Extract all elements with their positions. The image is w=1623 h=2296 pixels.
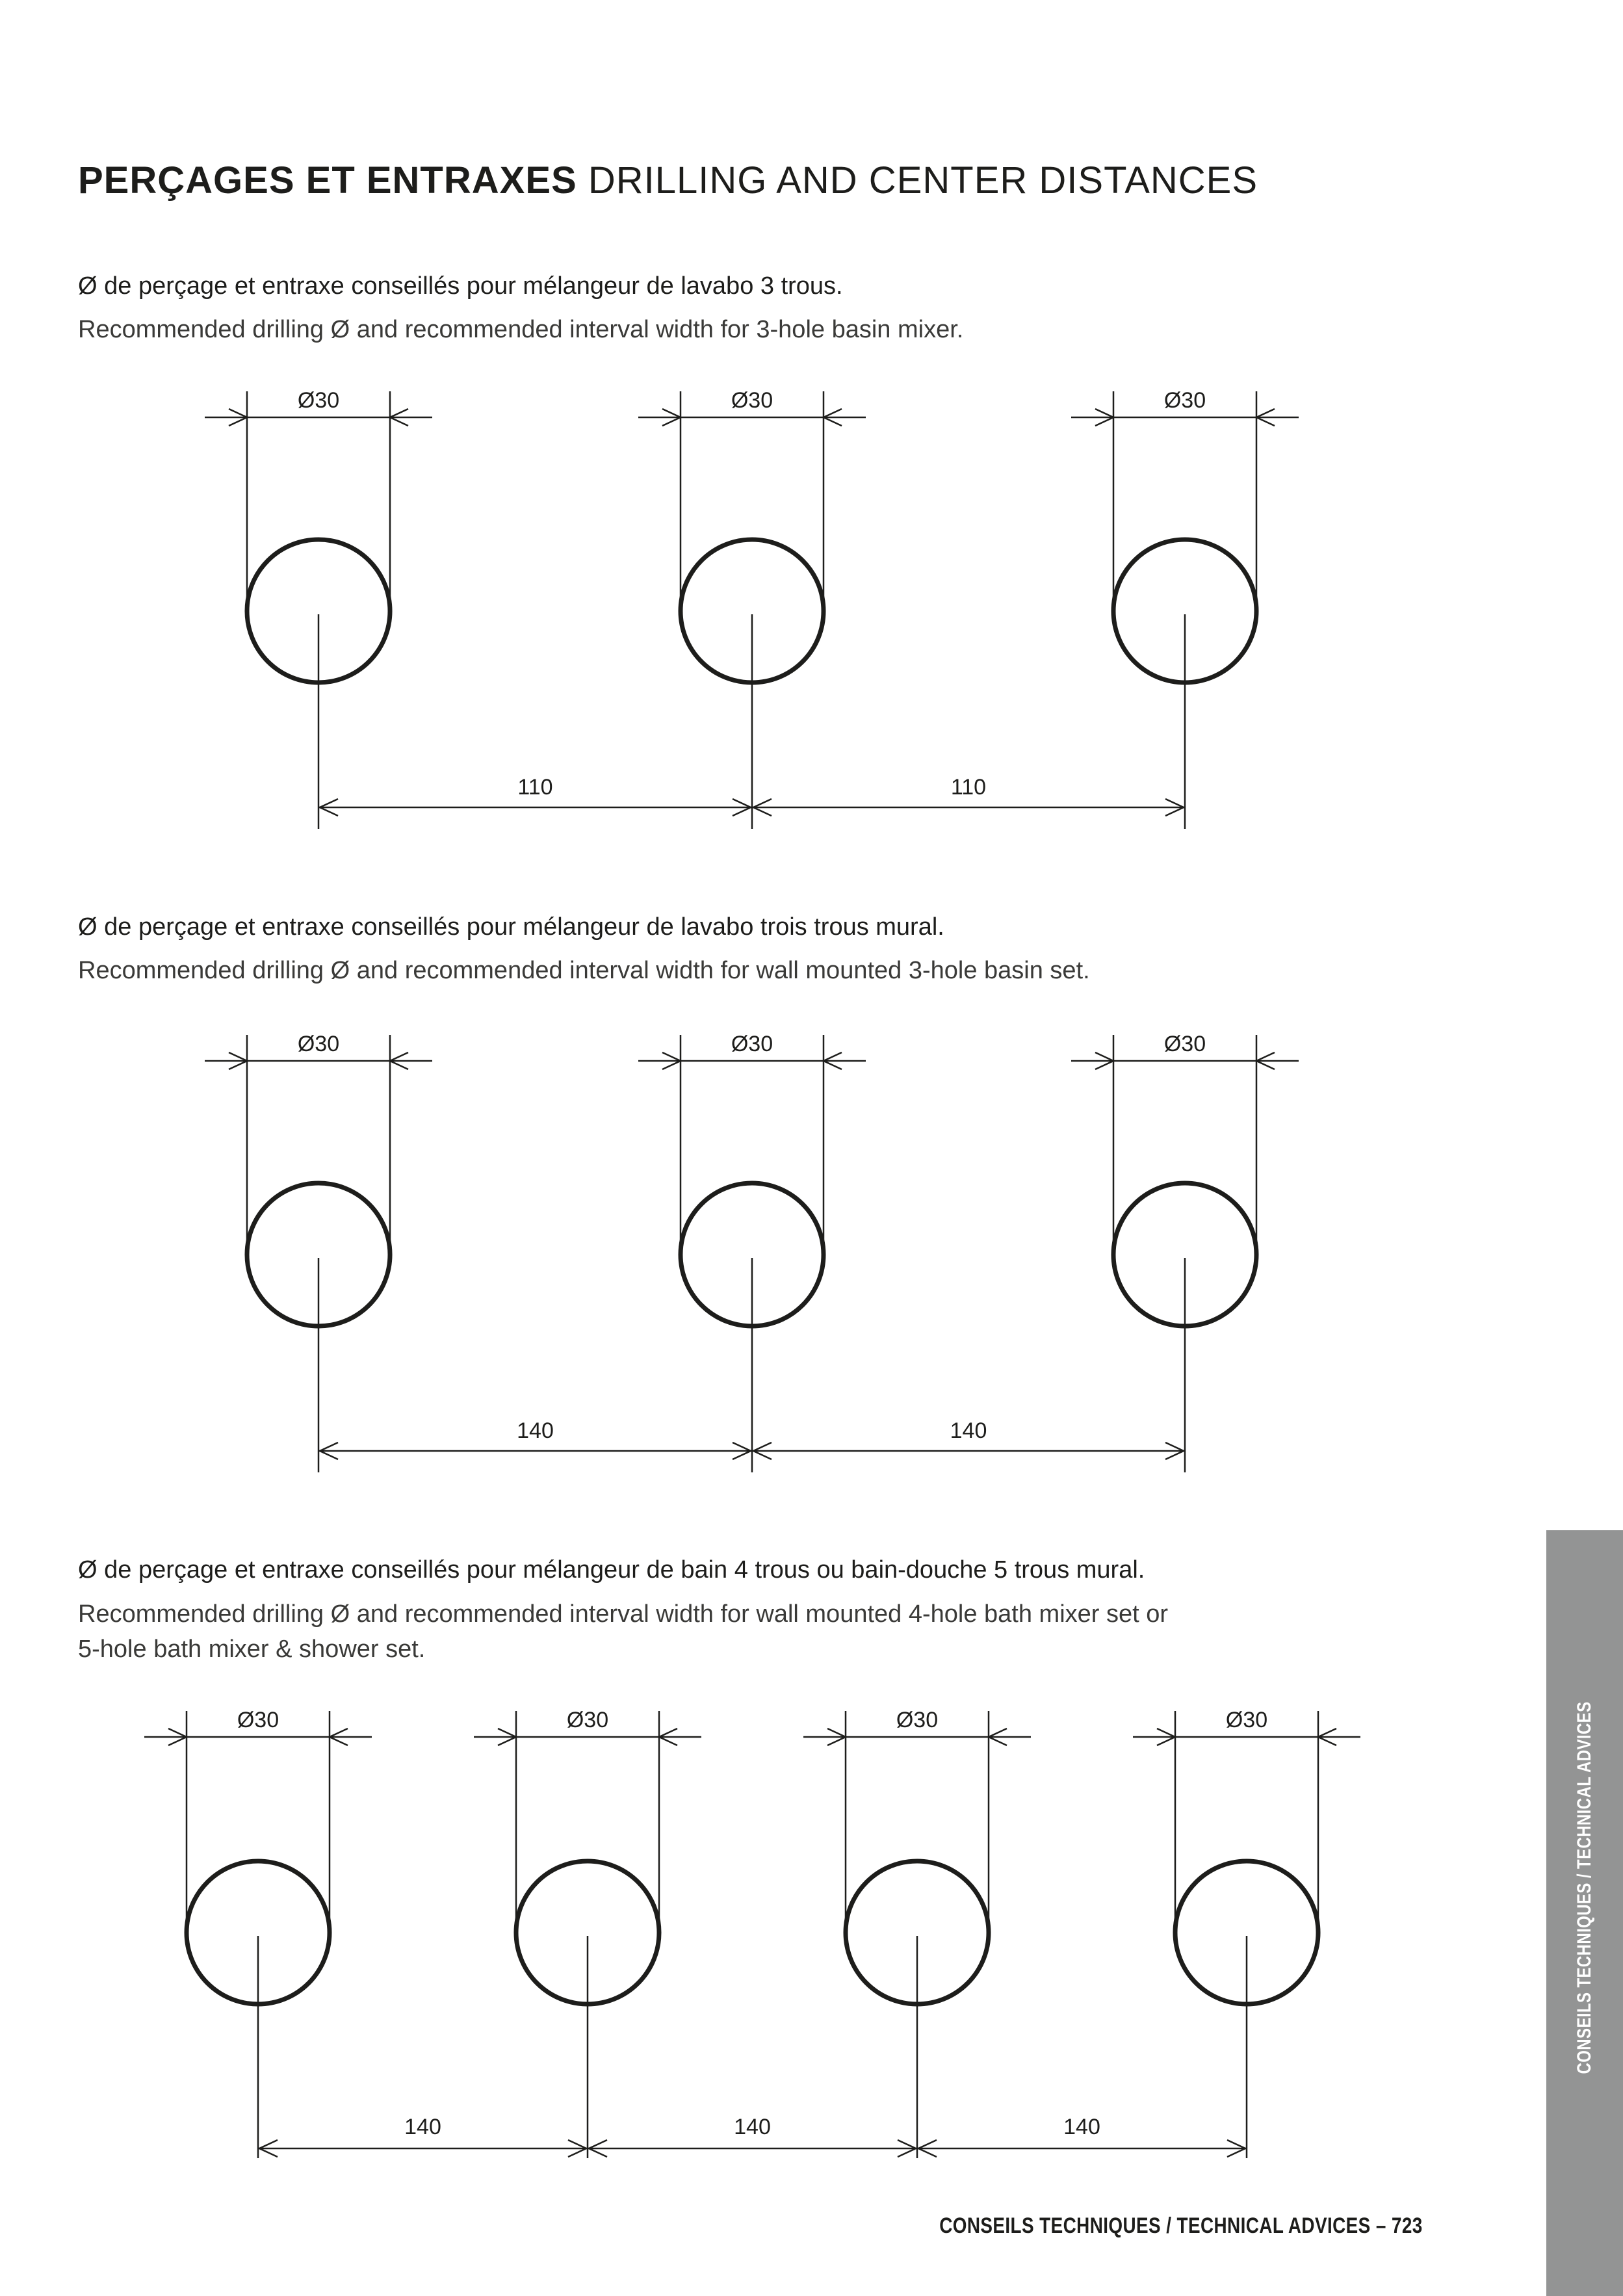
page-title — [78, 155, 1258, 207]
diameter-label: Ø30 — [1225, 1708, 1268, 1732]
diameter-label: Ø30 — [1163, 1032, 1206, 1056]
drilling-diagram-wall-4-5-hole — [0, 1690, 1623, 2184]
diameter-label: Ø30 — [297, 1032, 340, 1056]
spacing-label: 110 — [950, 775, 987, 800]
spacing-label: 140 — [404, 2115, 441, 2139]
drilling-diagram-wall-3-hole — [0, 1014, 1623, 1495]
spacing-label: 110 — [517, 775, 553, 800]
section-1-caption-en: Recommended drilling Ø and recommended interval width for 3-hole basin mixer. — [78, 316, 964, 343]
diameter-label: Ø30 — [1163, 388, 1206, 413]
section-3-caption-en-line2: 5-hole bath mixer & shower set. — [78, 1636, 426, 1663]
section-2-caption-en: Recommended drilling Ø and recommended interval width for wall mounted 3-hole basin set. — [78, 957, 1090, 984]
page-title-fr: PERÇAGES ET ENTRAXES — [78, 159, 577, 202]
page-title-en: DRILLING AND CENTER DISTANCES — [588, 159, 1258, 202]
diameter-label: Ø30 — [896, 1708, 939, 1732]
section-1-caption-fr: Ø de perçage et entraxe conseillés pour mélangeur de lavabo 3 trous. — [78, 272, 843, 300]
drilling-diagram-3-hole — [0, 371, 1623, 852]
diameter-label: Ø30 — [237, 1708, 279, 1732]
diameter-label: Ø30 — [566, 1708, 609, 1732]
diameter-label: Ø30 — [731, 388, 773, 413]
spacing-label: 140 — [950, 1418, 987, 1443]
spacing-label: 140 — [734, 2115, 771, 2139]
diameter-label: Ø30 — [297, 388, 340, 413]
section-3-caption-en-line1: Recommended drilling Ø and recommended interval width for wall mounted 4-hole bath mixer set or — [78, 1600, 1169, 1628]
side-tab-label: CONSEILS TECHNIQUES / TECHNICAL ADVICES — [1574, 1701, 1595, 2074]
spacing-label: 140 — [517, 1418, 554, 1443]
diameter-label: Ø30 — [731, 1032, 773, 1056]
spacing-label: 140 — [1063, 2115, 1100, 2139]
section-2-caption-fr: Ø de perçage et entraxe conseillés pour mélangeur de lavabo trois trous mural. — [78, 913, 944, 941]
side-section-tab — [1546, 1530, 1623, 2296]
section-3-caption-fr: Ø de perçage et entraxe conseillés pour mélangeur de bain 4 trous ou bain-douche 5 trous mural. — [78, 1556, 1145, 1584]
page-footer: CONSEILS TECHNIQUES / TECHNICAL ADVICES – 723 — [939, 2213, 1423, 2238]
